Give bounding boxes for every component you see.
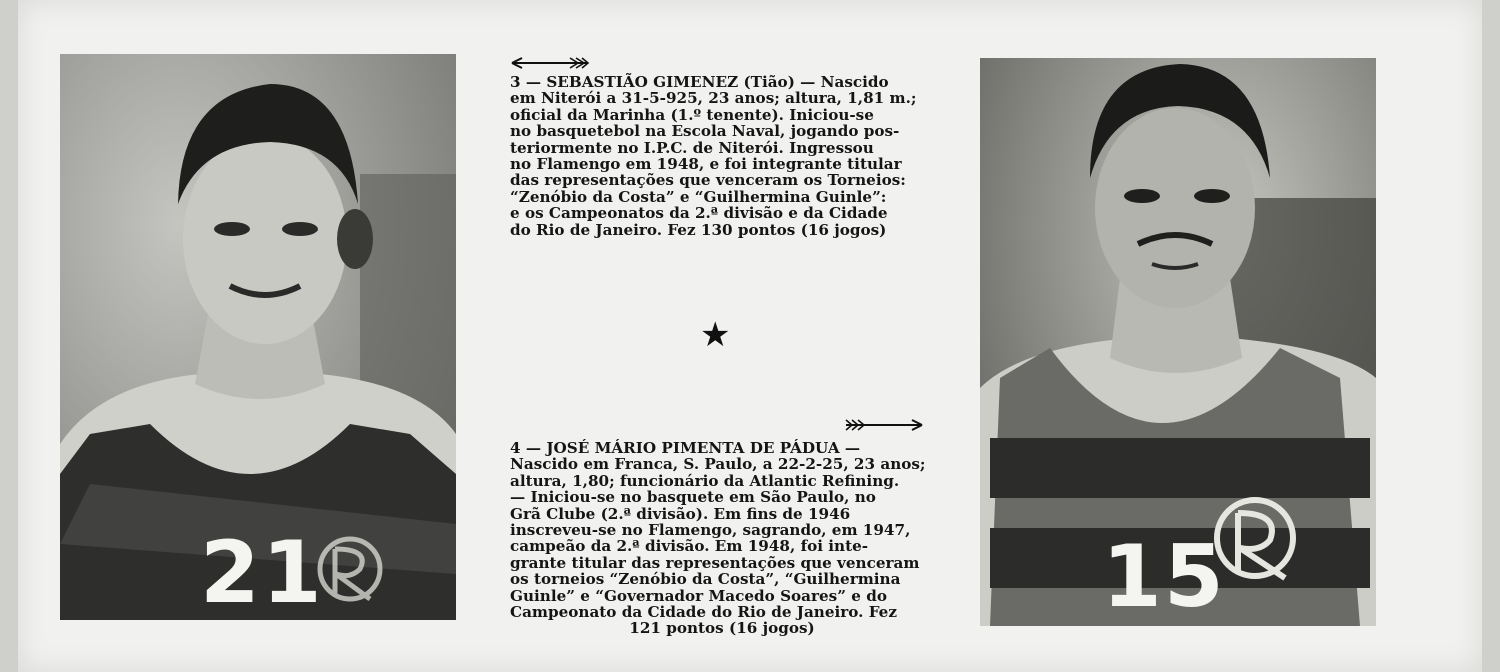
star-separator-icon: ★ [700, 315, 731, 355]
bio-4-line: altura, 1,80; funcionário da Atlantic Refining. [510, 471, 900, 490]
arrow-right-icon [844, 418, 926, 432]
page-right-edge [1482, 0, 1500, 672]
bio-3-line: teriormente no I.P.C. de Niterói. Ingressou [510, 138, 874, 157]
arrow-left-icon [508, 56, 590, 70]
bio-jose-mario-pimenta-de-padua [510, 440, 934, 637]
bio-3-line: das representações que venceram os Torneios: [510, 171, 906, 190]
newspaper-page [18, 0, 1482, 672]
bio-4-line: 121 pontos (16 jogos) [629, 619, 815, 638]
bio-4-line: Grã Clube (2.ª divisão). Em fins de 1946 [510, 504, 851, 523]
jersey-number-15: 15 [1102, 527, 1226, 626]
bio-3-line: “Zenóbio da Costa” e “Guilhermina Guinle”: [510, 187, 887, 206]
bio-4-line: Guinle” e “Governador Macedo Soares” e do [510, 586, 887, 605]
bio-3-line: oficial da Marinha (1.º tenente). Iniciou-se [510, 105, 874, 124]
bio-4-line: inscreveu-se no Flamengo, sagrando, em 1947, [510, 521, 911, 540]
bio-3-line: em Niterói a 31-5-925, 23 anos; altura, 1,81 m.; [510, 89, 917, 108]
page-left-edge [0, 0, 18, 672]
jersey-number-21: 21 [200, 523, 324, 620]
bio-3-line: 3 — SEBASTIÃO GIMENEZ (Tião) — Nascido [510, 73, 889, 91]
bio-4-line: Campeonato da Cidade do Rio de Janeiro. Fez [510, 603, 897, 622]
bio-3-line: no Flamengo em 1948, e foi integrante titular [510, 155, 902, 174]
bio-4-line: Nascido em Franca, S. Paulo, a 22-2-25, 23 anos; [510, 455, 926, 474]
bio-4-line: campeão da 2.ª divisão. Em 1948, foi inte- [510, 537, 869, 556]
bio-3-line: e os Campeonatos da 2.ª divisão e da Cidade [510, 204, 888, 223]
player-photo-sebastiao [60, 54, 456, 620]
player-photo-jose-mario [980, 58, 1376, 626]
bio-3-line: do Rio de Janeiro. Fez 130 pontos (16 jogos) [510, 220, 887, 239]
bio-4-line: os torneios “Zenóbio da Costa”, “Guilhermina [510, 570, 901, 589]
bio-3-line: no basquetebol na Escola Naval, jogando pos- [510, 122, 900, 141]
bio-sebastiao-gimenez [510, 74, 934, 238]
bio-4-line: 4 — JOSÉ MÁRIO PIMENTA DE PÁDUA — [510, 439, 861, 457]
bio-4-line: — Iniciou-se no basquete em São Paulo, no [510, 488, 876, 507]
bio-4-line: grante titular das representações que venceram [510, 553, 920, 572]
